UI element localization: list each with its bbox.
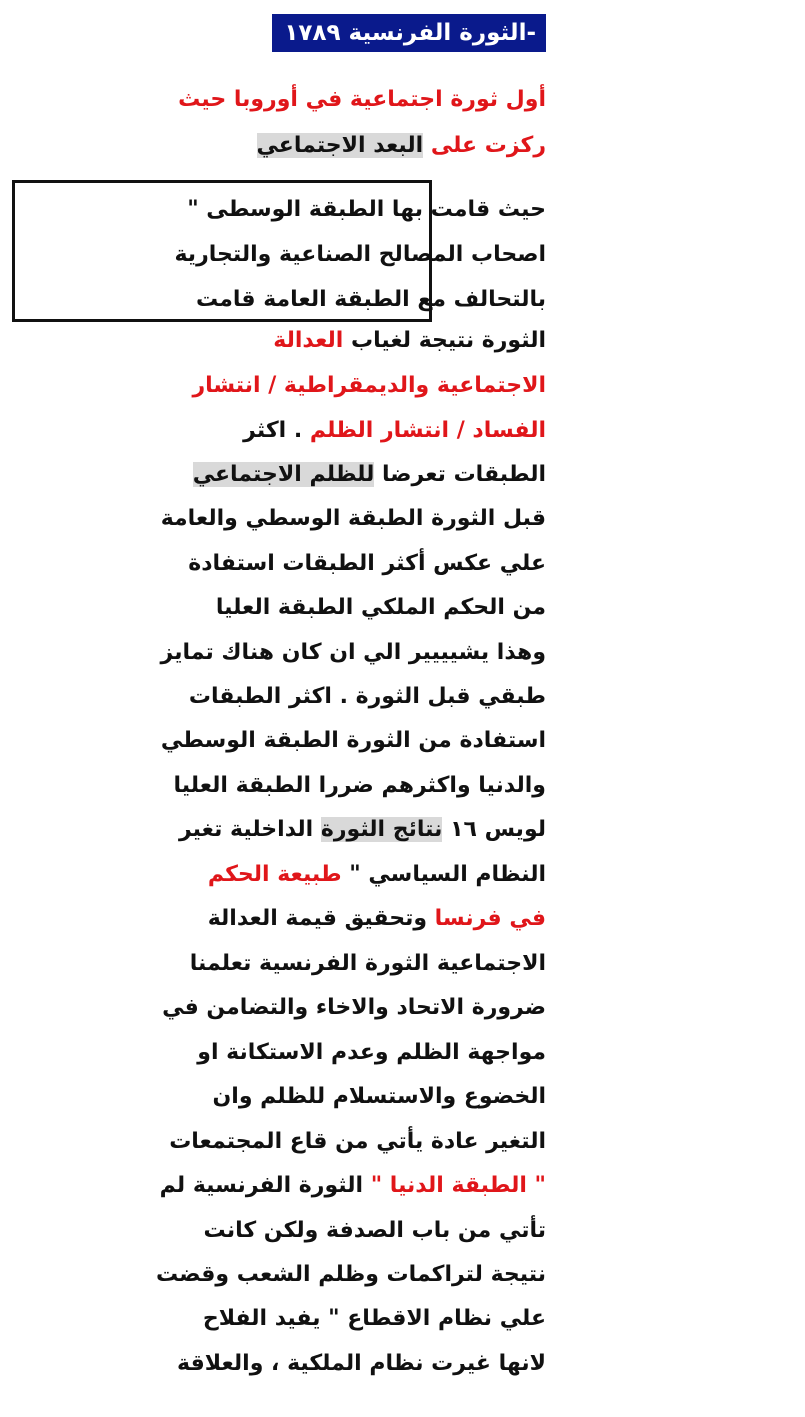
- body-text: وتحقيق قيمة العدالة: [207, 906, 435, 931]
- body-line-1: [273, 319, 546, 363]
- highlighted-phrase: نتائج الثورة: [320, 817, 443, 842]
- body-line-7: من الحكم الملكي الطبقة العليا: [215, 595, 546, 620]
- boxed-line-3: بالتحالف مع الطبقة العامة قامت: [195, 287, 546, 312]
- red-phrase: العدالة: [273, 328, 344, 353]
- body-line-10: استفادة من الثورة الطبقة الوسطي: [160, 728, 546, 753]
- highlighted-phrase: للظلم الاجتماعي: [192, 462, 375, 487]
- intro-line-1: أول ثورة اجتماعية في أوروبا حيث: [178, 87, 546, 112]
- red-phrase: " الطبقة الدنيا ": [370, 1173, 546, 1198]
- body-line-23: علي نظام الاقطاع " يفيد الفلاح: [202, 1306, 546, 1331]
- intro-line-2: [257, 124, 546, 168]
- body-line-8: وهذا يشيييير الي ان كان هناك تمايز: [160, 640, 546, 665]
- red-phrase: طبيعة الحكم: [207, 862, 342, 887]
- body-line-21: تأتي من باب الصدفة ولكن كانت: [203, 1218, 546, 1243]
- body-text: . اكثر: [243, 418, 310, 443]
- body-line-22: نتيجة لتراكمات وظلم الشعب وقضت: [155, 1262, 546, 1287]
- body-line-20: [160, 1164, 546, 1208]
- body-line-13: [208, 853, 546, 897]
- body-text: الطبقات تعرضا: [374, 462, 546, 487]
- body-line-12: [179, 808, 546, 852]
- highlighted-phrase: البعد الاجتماعي: [256, 133, 424, 158]
- intro-text: ركزت على: [423, 133, 546, 158]
- body-line-15: الاجتماعية الثورة الفرنسية تعلمنا: [189, 951, 546, 976]
- body-line-24: لانها غيرت نظام الملكية ، والعلاقة: [177, 1351, 546, 1376]
- body-line-6: علي عكس أكثر الطبقات استفادة: [188, 551, 546, 576]
- page-title: -الثورة الفرنسية ١٧٨٩: [272, 14, 546, 52]
- body-line-11: والدنيا واكثرهم ضررا الطبقة العليا: [173, 773, 546, 798]
- body-text: النظام السياسي ": [341, 862, 546, 887]
- body-line-4: [193, 453, 546, 497]
- boxed-line-1: حيث قامت بها الطبقة الوسطى ": [187, 197, 546, 222]
- body-text: الثورة الفرنسية لم: [159, 1173, 371, 1198]
- body-line-16: ضرورة الاتحاد والاخاء والتضامن في: [162, 995, 546, 1020]
- body-line-2: الاجتماعية والديمقراطية / انتشار: [192, 373, 546, 398]
- boxed-line-2: اصحاب المصالح الصناعية والتجارية: [174, 242, 546, 267]
- body-text: الداخلية تغير: [179, 817, 321, 842]
- red-phrase: الفساد / انتشار الظلم: [309, 418, 546, 443]
- body-line-3: [243, 409, 546, 453]
- body-line-18: الخضوع والاستسلام للظلم وان: [212, 1084, 546, 1109]
- body-text: لويس ١٦: [442, 817, 546, 842]
- red-phrase: في فرنسا: [434, 906, 546, 931]
- body-text: الثورة نتيجة لغياب: [343, 328, 546, 353]
- body-line-14: [208, 897, 546, 941]
- body-line-17: مواجهة الظلم وعدم الاستكانة او: [197, 1040, 546, 1065]
- body-line-5: قبل الثورة الطبقة الوسطي والعامة: [160, 506, 546, 531]
- body-line-9: طبقي قبل الثورة . اكثر الطبقات: [188, 684, 546, 709]
- body-line-19: التغير عادة يأتي من قاع المجتمعات: [169, 1129, 546, 1154]
